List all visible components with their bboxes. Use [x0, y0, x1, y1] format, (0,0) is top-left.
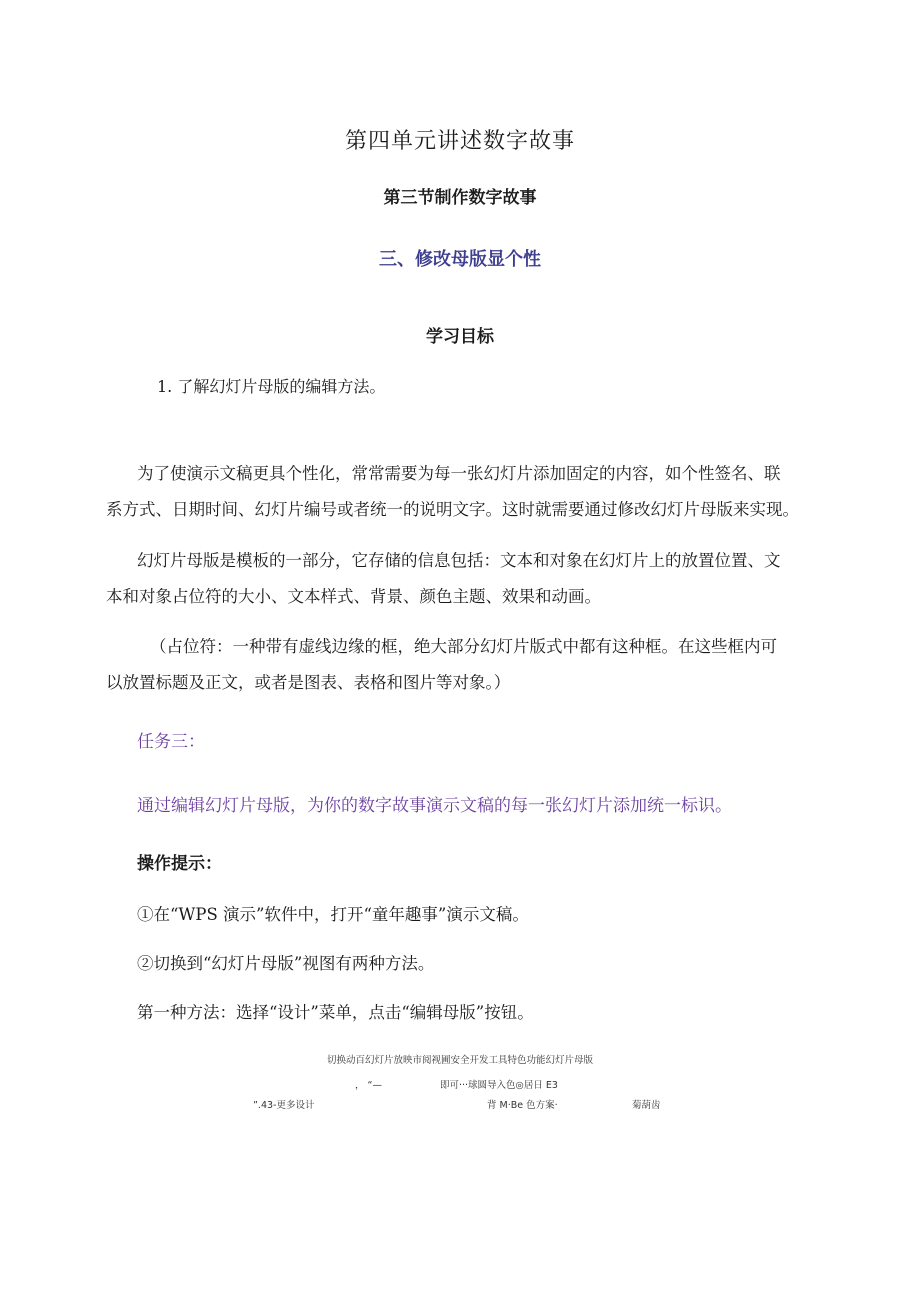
toolbar-row-3-mid: 背 M·Be 色方案·: [487, 1100, 558, 1111]
tip-step-1: ①在“WPS 演示”软件中，打开“童年趣事”演示文稿。: [137, 905, 529, 924]
tip-step-2: ②切换到“幻灯片母版”视图有两种方法。: [137, 954, 435, 973]
paragraph-1-line-2: 系方式、日期时间、幻灯片编号或者统一的说明文字。这时就需要通过修改幻灯片母版来实现。: [106, 500, 799, 519]
toolbar-row-2-left: ， “—: [355, 1080, 382, 1091]
paragraph-2-line-1: 幻灯片母版是模板的一部分，它存储的信息包括：文本和对象在幻灯片上的放置位置、文: [137, 551, 781, 570]
section-title: 第三节制作数字故事: [383, 188, 537, 208]
toolbar-row-3-right: 菊葫齿: [632, 1100, 661, 1111]
unit-title: 第四单元讲述数字故事: [344, 129, 575, 154]
learning-goals-heading: 学习目标: [426, 327, 494, 347]
learning-goal-item: 1. 了解幻灯片母版的编辑方法。: [157, 377, 386, 396]
tip-method-1: 第一种方法：选择“设计”菜单，点击“编辑母版”按钮。: [137, 1003, 534, 1022]
paragraph-3-line-2: 以放置标题及正文，或者是图表、表格和图片等对象。）: [106, 673, 511, 692]
menu-bar-text: 切换动百幻灯片放映市阅视圃安全开发工具特色功能幻灯片母版: [327, 1055, 594, 1066]
toolbar-row-2-right: 即可···球圆导入色◎居日 E3: [440, 1080, 558, 1091]
paragraph-1-line-1: 为了使演示文稿更具个性化，常常需要为每一张幻灯片添加固定的内容，如个性签名、联: [137, 464, 781, 483]
task-body: 通过编辑幻灯片母版，为你的数字故事演示文稿的每一张幻灯片添加统一标识。: [137, 796, 732, 816]
toolbar-row-3-left: ”.43-更多设计: [253, 1100, 315, 1111]
tips-heading: 操作提示：: [137, 854, 222, 874]
sub-title: 三、修改母版显个性: [379, 249, 541, 270]
paragraph-2-line-2: 本和对象占位符的大小、文本样式、背景、颜色主题、效果和动画。: [106, 587, 601, 606]
task-heading: 任务三：: [137, 732, 205, 752]
paragraph-3-line-1: （占位符：一种带有虚线边缘的框，绝大部分幻灯片版式中都有这种框。在这些框内可: [150, 637, 777, 656]
